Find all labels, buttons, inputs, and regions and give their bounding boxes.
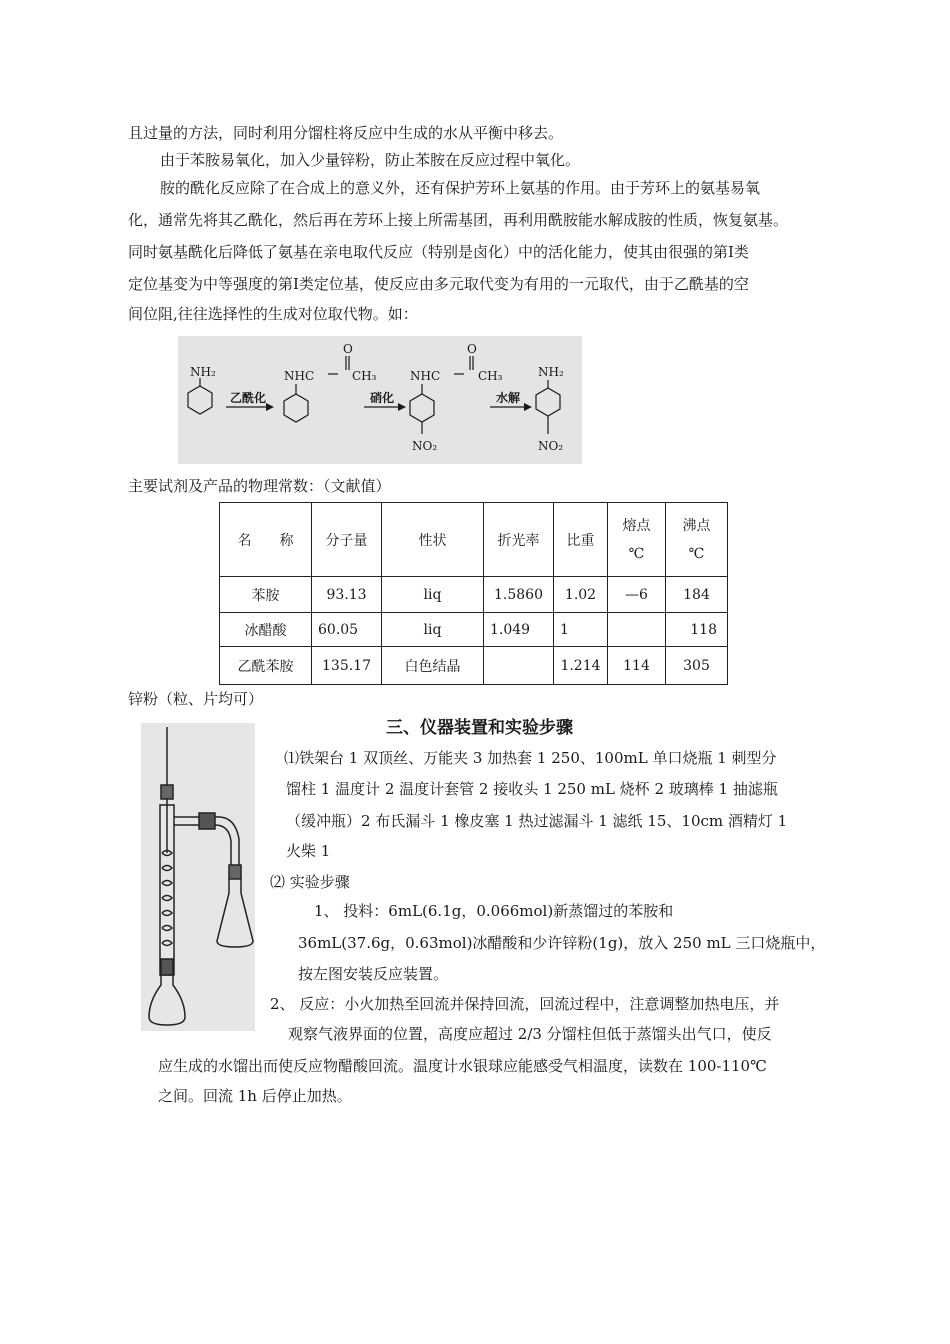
table-cell: 1 (554, 613, 608, 647)
step-label: 硝化 (370, 391, 395, 405)
text-line: ⑴铁架台 1 双顶丝、万能夹 3 加热套 1 250、100mL 单口烧瓶 1 刺型分 (284, 749, 777, 767)
reaction-scheme-figure (178, 336, 582, 464)
table-cell (484, 647, 554, 685)
table-cell: 118 (666, 613, 728, 647)
no2-label: NO₂ (412, 439, 438, 453)
header-line: 熔点 (622, 517, 651, 534)
text-line: 胺的酰化反应除了在合成上的意义外，还有保护芳环上氨基的作用。由于芳环上的氨基易氧 (160, 179, 761, 197)
header-cell: 比重 (554, 503, 608, 577)
text-line: 2、 反应：小火加热至回流并保持回流，回流过程中，注意调整加热电压，并 (270, 995, 780, 1013)
header-cell: 性状 (382, 503, 484, 577)
apparatus-figure (141, 723, 255, 1031)
section-heading: 三、仪器装置和实验步骤 (386, 718, 573, 738)
table-cell: 1.02 (554, 577, 608, 613)
text-line: 化，通常先将其乙酰化，然后再在芳环上接上所需基团，再利用酰胺能水解成胺的性质，恢复氨基。 (128, 211, 789, 229)
benzene-ring (188, 386, 212, 414)
table-cell: 冰醋酸 (220, 613, 312, 647)
table-note: 锌粉（粒、片均可） (128, 690, 264, 708)
table-cell: 白色结晶 (382, 647, 484, 685)
table-cell: liq (382, 577, 484, 613)
table-caption: 主要试剂及产品的物理常数：（文献值） (128, 477, 391, 495)
text-line: 馏柱 1 温度计 2 温度计套管 2 接收头 1 250 mL 烧杯 2 玻璃棒 1 抽滤瓶 (286, 780, 778, 798)
table-cell: liq (382, 613, 484, 647)
text-line: 按左图安装反应装置。 (298, 965, 449, 983)
no2-label: NO₂ (538, 439, 564, 453)
table-cell: 60.05 (312, 613, 382, 647)
table-cell: 184 (666, 577, 728, 613)
text-line: 36mL(37.6g，0.63mol)冰醋酸和少许锌粉(1g)，放入 250 mL 三口烧瓶中， (298, 934, 826, 952)
nhc-label: NHC (410, 369, 441, 383)
ch3-label: CH₃ (352, 369, 377, 383)
text-line: ⑵ 实验步骤 (270, 873, 350, 891)
benzene-ring (410, 394, 434, 422)
table-cell: 1.049 (484, 613, 554, 647)
text-line: 且过量的方法，同时利用分馏柱将反应中生成的水从平衡中移去。 (128, 124, 564, 142)
table-row (220, 647, 728, 685)
table-cell: 114 (608, 647, 666, 685)
table-cell: 乙酰苯胺 (220, 647, 312, 685)
nhc-label: NHC (284, 369, 315, 383)
physical-constants-table (219, 502, 728, 685)
nh2-label: NH₂ (538, 365, 564, 379)
table-cell: 93.13 (312, 577, 382, 613)
text-line: 1、 投料：6mL(6.1g，0.066mol)新蒸馏过的苯胺和 (314, 902, 674, 920)
header-line: 沸点 (682, 517, 711, 534)
nh2-label: NH₂ (190, 365, 216, 379)
text-line: 定位基变为中等强度的第Ⅰ类定位基，使反应由多元取代变为有用的一元取代，由于乙酰基的空 (128, 275, 749, 293)
text-line: 观察气液界面的位置，高度应超过 2/3 分馏柱但低于蒸馏头出气口，使反 (288, 1025, 772, 1043)
header-cell: 名 称 (220, 503, 312, 577)
header-cell: 折光率 (484, 503, 554, 577)
text-line: 由于苯胺易氧化，加入少量锌粉，防止苯胺在反应过程中氧化。 (160, 151, 581, 169)
table-cell (608, 613, 666, 647)
table-cell: —6 (608, 577, 666, 613)
table-header-row (220, 503, 728, 577)
benzene-ring (284, 394, 308, 422)
oxygen-label: O (343, 342, 353, 356)
table-row (220, 577, 728, 613)
header-cell (608, 503, 666, 577)
table-cell: 305 (666, 647, 728, 685)
oxygen-label: O (467, 342, 477, 356)
benzene-ring (536, 388, 560, 416)
table-cell: 1.214 (554, 647, 608, 685)
table-cell: 1.5860 (484, 577, 554, 613)
step-label: 乙酰化 (230, 391, 267, 405)
step-label: 水解 (496, 391, 521, 405)
text-line: 火柴 1 (286, 842, 331, 860)
header-cell: 分子量 (312, 503, 382, 577)
table-cell: 135.17 (312, 647, 382, 685)
header-line: ℃ (628, 545, 645, 562)
text-line: 间位阻,往往选择性的生成对位取代物。如： (128, 305, 418, 323)
text-line: 应生成的水馏出而使反应物醋酸回流。温度计水银球应能感受气相温度，读数在 100-110℃ (158, 1057, 767, 1075)
header-cell (666, 503, 728, 577)
text-line: 之间。回流 1h 后停止加热。 (158, 1087, 352, 1105)
ch3-label: CH₃ (478, 369, 503, 383)
text-line: 同时氨基酰化后降低了氨基在亲电取代反应（特别是卤化）中的活化能力，使其由很强的第Ⅰ类 (128, 243, 749, 261)
table-row (220, 613, 728, 647)
header-line: ℃ (688, 545, 705, 562)
table-cell: 苯胺 (220, 577, 312, 613)
text-line: （缓冲瓶）2 布氏漏斗 1 橡皮塞 1 热过滤漏斗 1 滤纸 15、10cm 酒精灯 1 (286, 812, 788, 830)
